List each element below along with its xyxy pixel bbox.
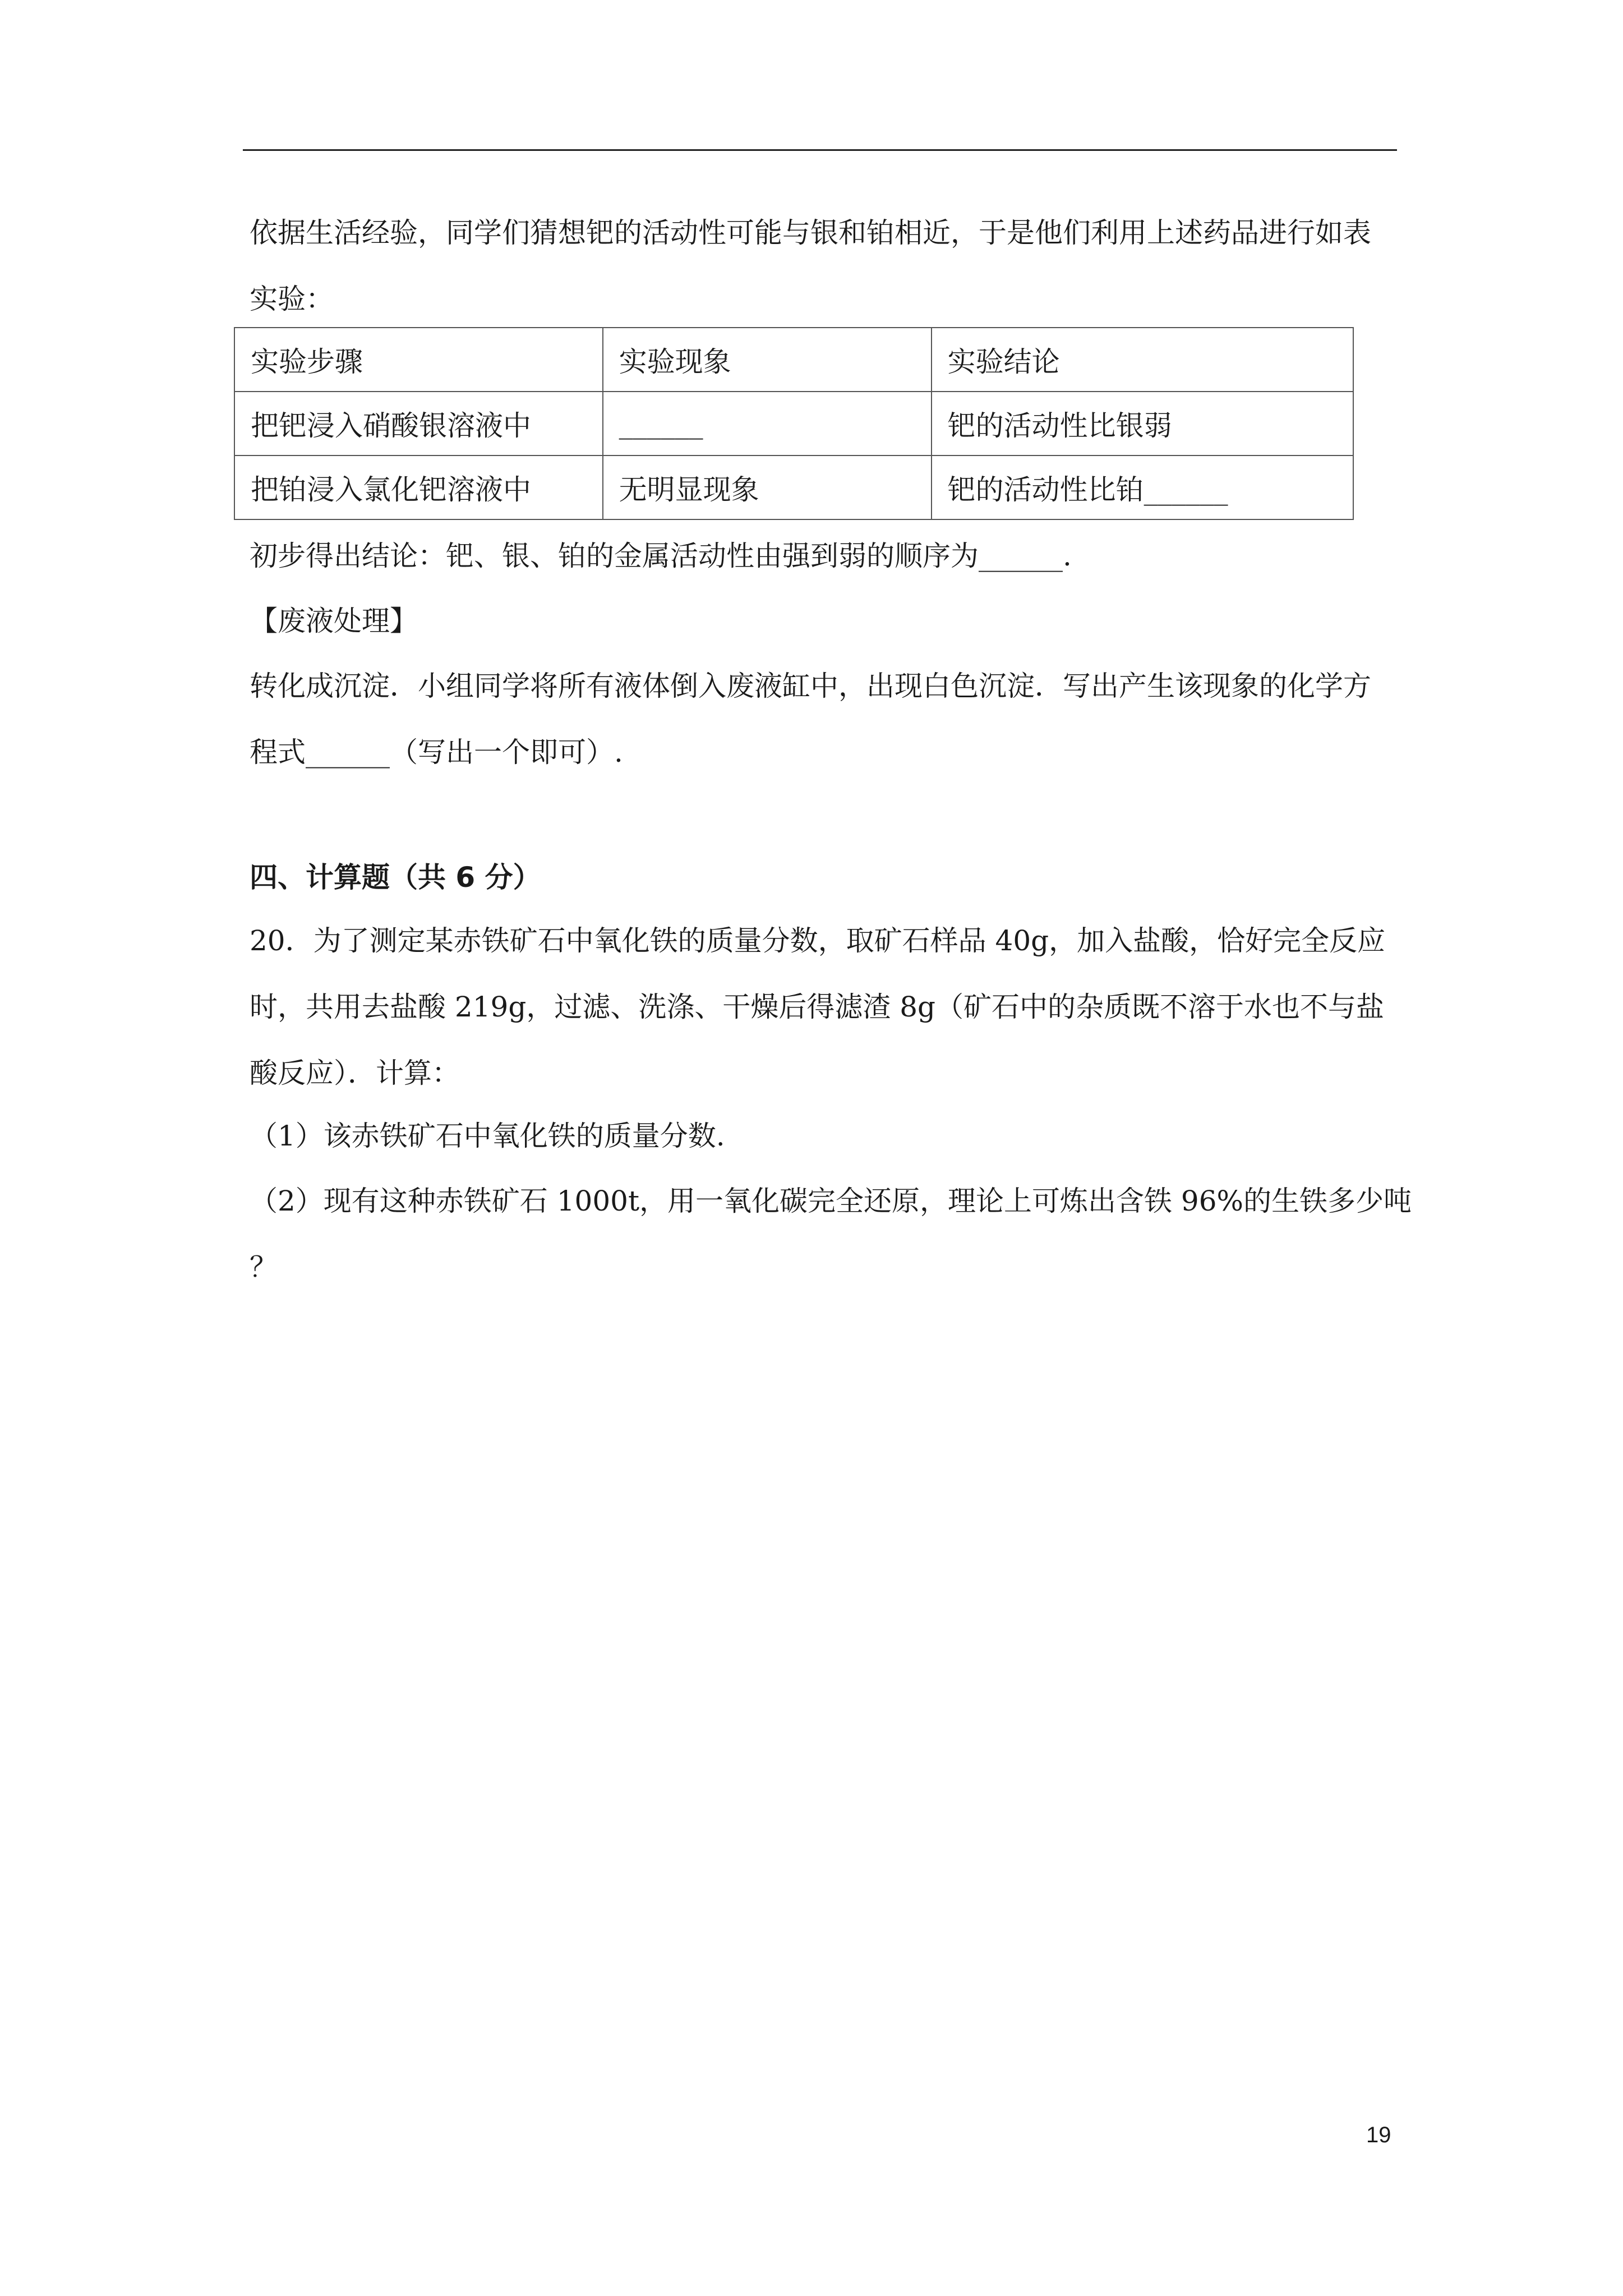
table-header-cell: 实验结论 bbox=[932, 328, 1353, 392]
problem-line-2: 时，共用去盐酸 219g，过滤、洗涤、干燥后得滤渣 8g（矿石中的杂质既不溶于水也不与盐 bbox=[250, 991, 1385, 1023]
table-cell: 把铂浸入氯化钯溶液中 bbox=[234, 455, 603, 519]
sub-question-2-line-2: ？ bbox=[250, 1251, 278, 1283]
table-row bbox=[234, 455, 1353, 519]
header-rule bbox=[243, 149, 1397, 151]
table-cell: 钯的活动性比银弱 bbox=[932, 392, 1353, 455]
section-heading: 四、计算题（共 6 分） bbox=[250, 861, 541, 894]
table-cell: 钯的活动性比铂______ bbox=[932, 455, 1353, 519]
table-cell: 把钯浸入硝酸银溶液中 bbox=[234, 392, 603, 455]
intro-line-2: 实验： bbox=[250, 283, 334, 315]
table-cell-blank: ______ bbox=[603, 392, 932, 455]
waste-line-1: 转化成沉淀．小组同学将所有液体倒入废液缸中，出现白色沉淀．写出产生该现象的化学方 bbox=[250, 670, 1371, 702]
table-header-row bbox=[234, 328, 1353, 392]
table-row bbox=[234, 392, 1353, 455]
problem-line-3: 酸反应）．计算： bbox=[250, 1057, 460, 1089]
intro-line-1: 依据生活经验，同学们猜想钯的活动性可能与银和铂相近，于是他们利用上述药品进行如表 bbox=[250, 217, 1371, 249]
problem-20 bbox=[250, 908, 1405, 1106]
preliminary-conclusion: 初步得出结论：钯、银、铂的金属活动性由强到弱的顺序为______. bbox=[250, 540, 1072, 572]
intro-paragraph bbox=[250, 200, 1405, 332]
page-number: 19 bbox=[1366, 2123, 1391, 2147]
table-header-cell: 实验现象 bbox=[603, 328, 932, 392]
table-header-cell: 实验步骤 bbox=[234, 328, 603, 392]
sub-question-2 bbox=[250, 1168, 1412, 1300]
problem-line-1: 20．为了测定某赤铁矿石中氧化铁的质量分数，取矿石样品 40g，加入盐酸，恰好完全反应 bbox=[250, 924, 1386, 957]
waste-paragraph bbox=[250, 653, 1405, 785]
experiment-table bbox=[234, 327, 1354, 520]
table-cell: 无明显现象 bbox=[603, 455, 932, 519]
waste-line-2: 程式______（写出一个即可）. bbox=[250, 736, 623, 769]
waste-heading: 【废液处理】 bbox=[250, 605, 418, 637]
sub-question-1: （1）该赤铁矿石中氧化铁的质量分数. bbox=[250, 1120, 725, 1152]
sub-question-2-line-1: （2）现有这种赤铁矿石 1000t，用一氧化碳完全还原，理论上可炼出含铁 96%的生铁多少吨 bbox=[250, 1185, 1412, 1217]
